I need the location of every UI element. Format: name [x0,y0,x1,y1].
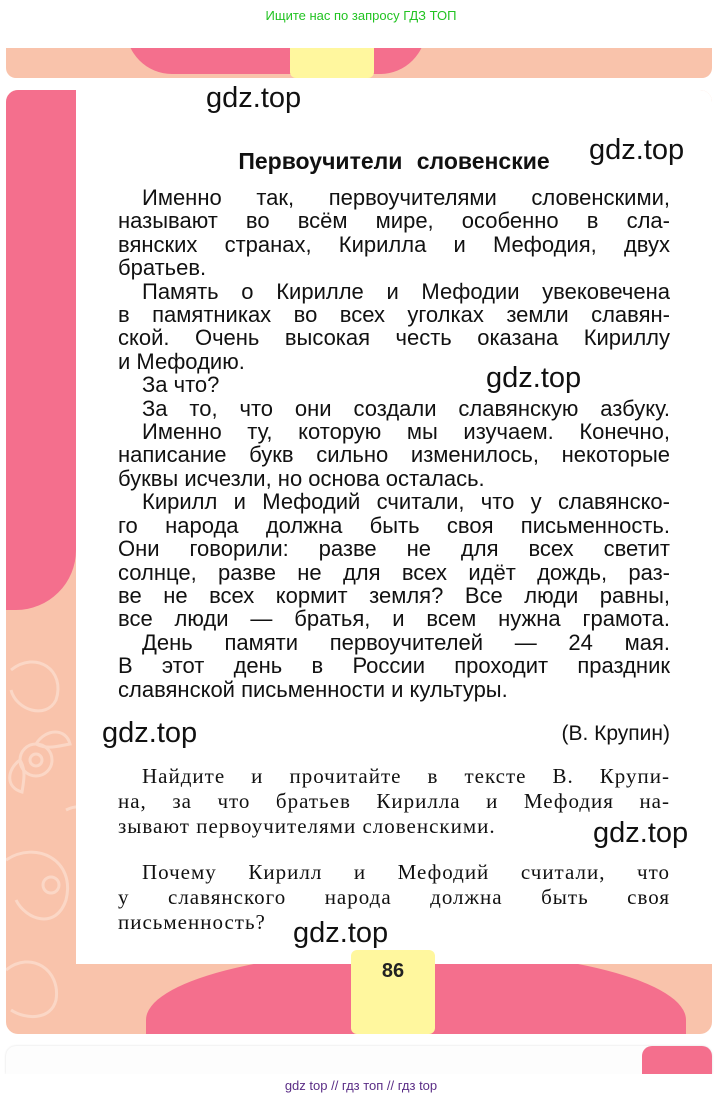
text-line: Память о Кирилле и Мефодии увековечена [142,278,670,304]
question-line: Найдите и прочитайте в тексте В. Крупи- [142,764,670,788]
text-line: ве не всех кормит земля? Все люди равны, [118,582,670,608]
question-1 [118,764,670,839]
text-line: го народа должна быть своя письменность. [118,512,670,538]
question-line: Почему Кирилл и Мефодий считали, что [142,860,670,884]
question-line: на, за что братьев Кирилла и Мефодия на- [118,789,670,813]
watermark: gdz.top [593,817,689,849]
text-line: В этот день в России проходит праздник [118,653,670,679]
next-page-pink-shape [642,1046,712,1074]
top-banner-text[interactable]: Ищите нас по запросу ГДЗ ТОП [265,8,457,23]
text-line: солнце, разве не для всех идёт дождь, раз- [118,559,670,585]
story-text [118,186,670,701]
question-line: зывают первоучителями словенскими. [118,814,496,838]
text-line: ской. Очень высокая честь оказана Кириллу [118,325,670,351]
text-line: написание букв сильно изменилось, некоторые [118,442,670,468]
textbook-page [6,90,712,1034]
text-line: славянской письменности и культуры. [118,676,508,702]
watermark: gdz.top [486,362,582,394]
top-banner [0,0,722,48]
text-line: в памятниках во всех уголках земли славян- [118,302,670,328]
question-2 [118,860,670,935]
text-line: Именно ту, которую мы изучаем. Конечно, [142,419,670,445]
text-line: и Мефодию. [118,348,245,374]
text-line: За то, что они создали славянскую азбуку. [142,395,670,421]
bottom-banner [0,1074,722,1103]
text-line: За что? [142,372,220,398]
text-line: братьев. [118,255,207,281]
previous-page-edge [6,48,712,78]
author-credit: (В. Крупин) [561,722,670,745]
text-line: называют во всём мире, особенно в сла- [118,208,670,234]
text-line: буквы исчезли, но основа осталась. [118,465,485,491]
previous-page-tab [290,48,374,78]
question-line: письменность? [118,910,266,934]
text-line: все люди — братья, и всем нужна грамота. [118,606,670,632]
question-line: у славянского народа должна быть своя [118,885,670,909]
previous-page-pink-shape [126,48,426,74]
text-line: Именно так, первоучителями словенскими, [142,185,670,210]
text-line: Кирилл и Мефодий считали, что у славянско- [142,489,670,515]
next-page-edge [6,1046,712,1074]
watermark: gdz.top [589,134,685,166]
text-line: Они говорили: разве не для всех светит [118,536,670,562]
text-line: День памяти первоучителей — 24 мая. [142,629,670,655]
left-pink-band [6,90,76,610]
page-number-tab [351,950,435,1034]
watermark: gdz.top [206,82,302,114]
text-line: вянских странах, Кирилла и Мефодия, двух [118,231,670,257]
text-title: Первоучители словенские [238,148,550,174]
watermark: gdz.top [293,917,389,949]
page-number: 86 [381,960,405,982]
bottom-banner-links[interactable]: gdz top // гдз топ // гдз top [284,1078,438,1093]
watermark: gdz.top [102,717,198,749]
